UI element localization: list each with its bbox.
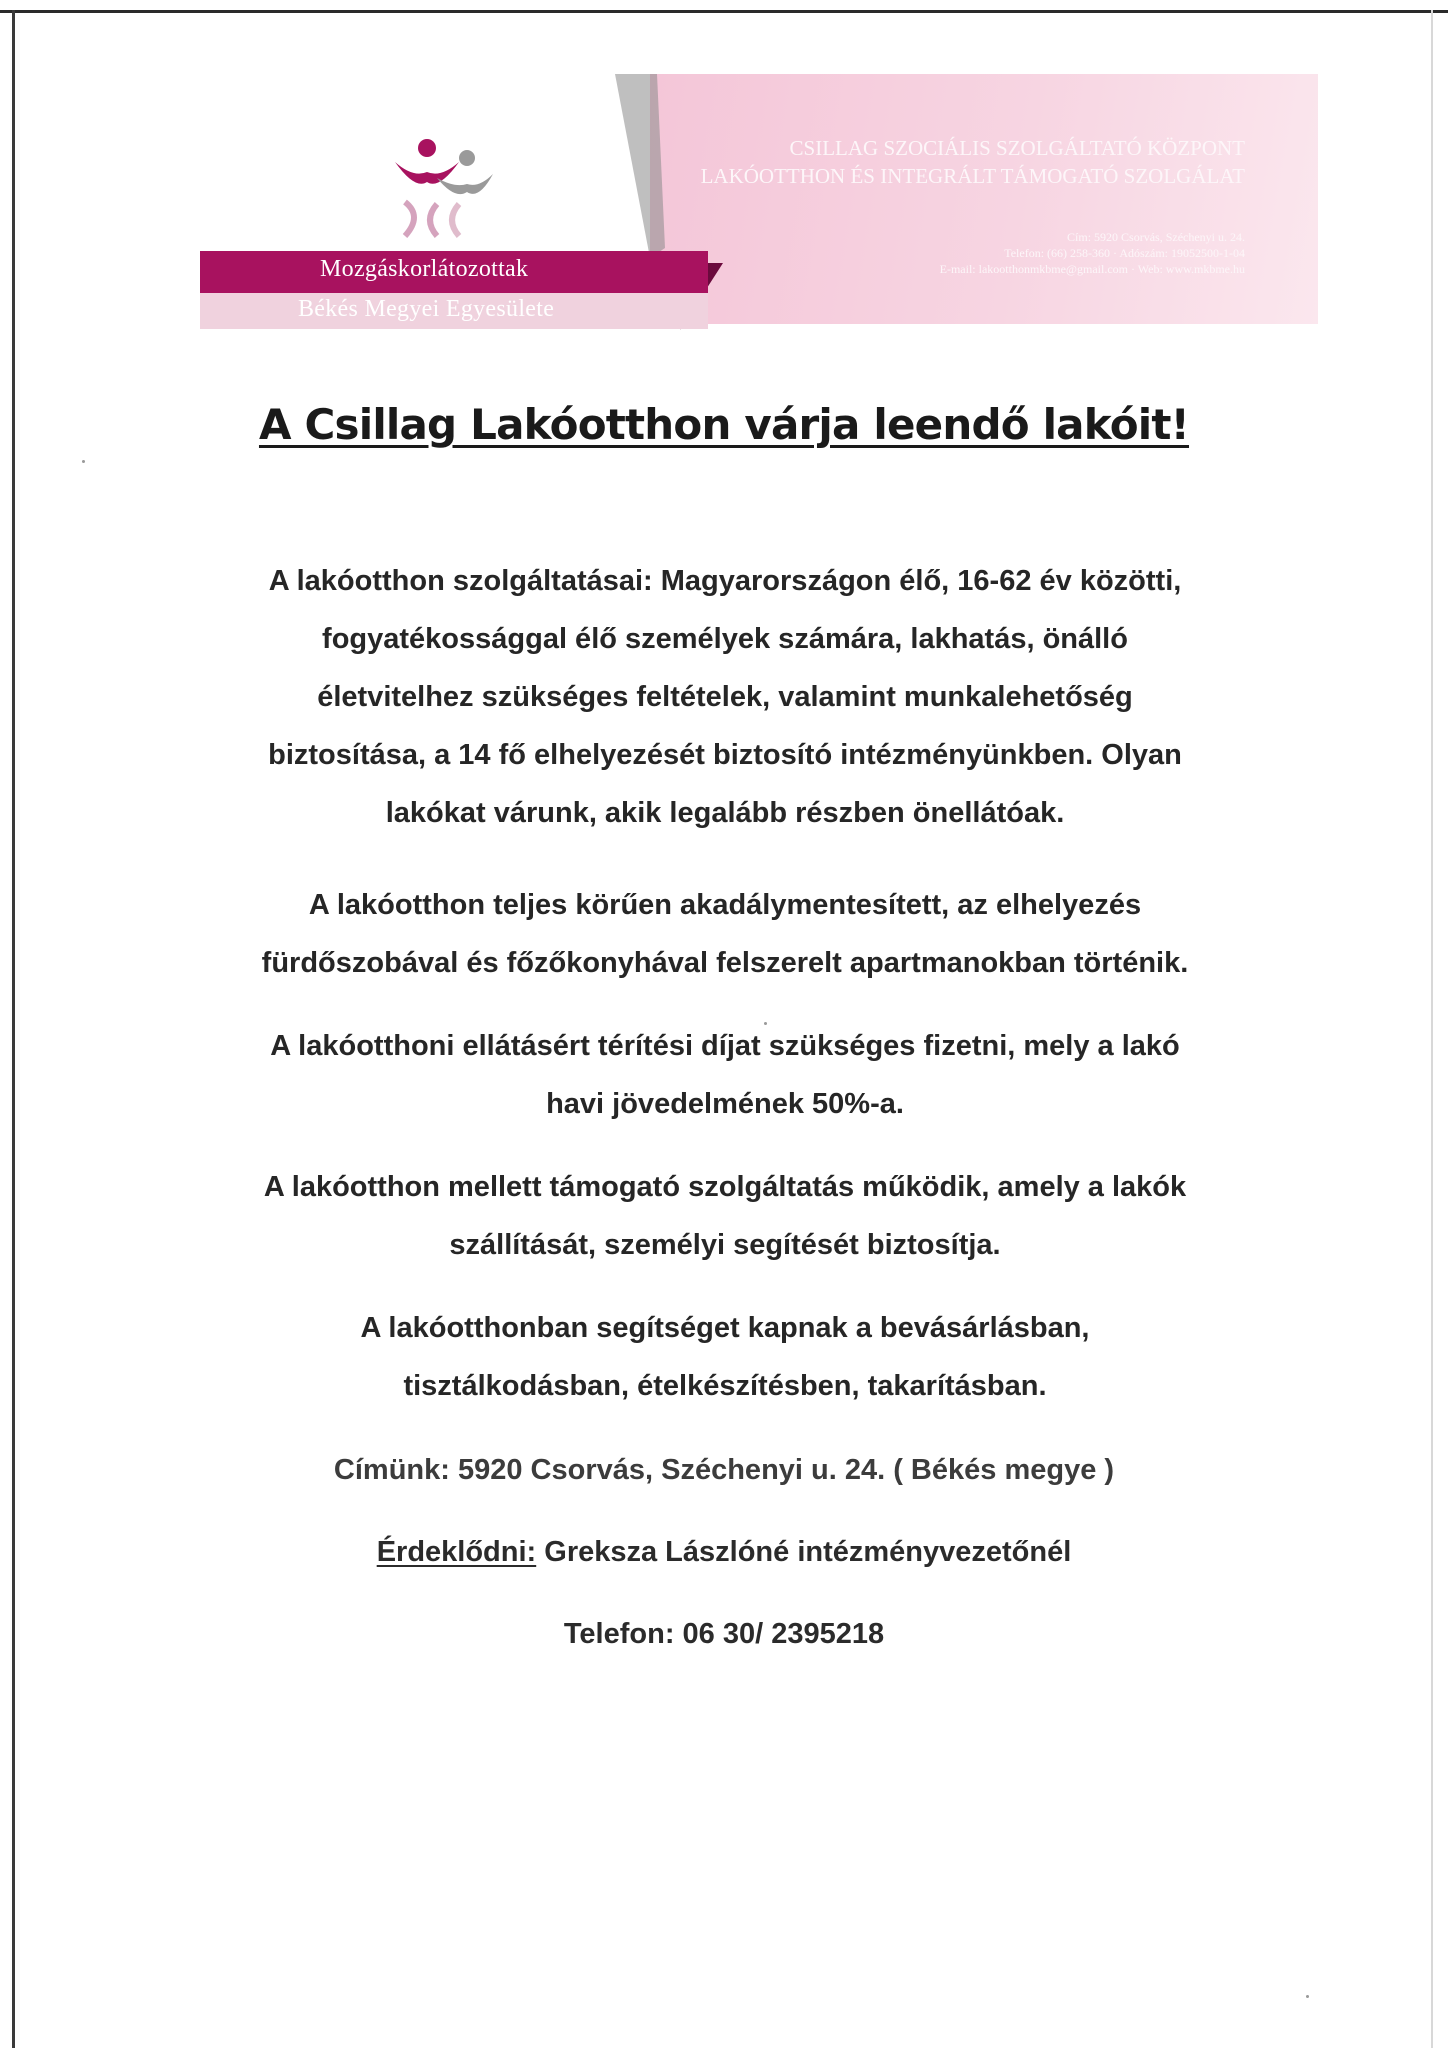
people-figures-logo-icon <box>375 120 505 250</box>
services-paragraph <box>180 552 1270 842</box>
paragraph-line: szállítását, személyi segítését biztosítja. <box>449 1229 1001 1261</box>
letterhead <box>195 68 1315 330</box>
fee-paragraph <box>180 1017 1270 1133</box>
paragraph-line: tisztálkodásban, ételkészítésben, takarításban. <box>403 1370 1047 1402</box>
paragraph-line: havi jövedelmének 50%-a. <box>546 1088 904 1120</box>
scan-speck <box>1306 1995 1309 1998</box>
scan-left-edge <box>12 10 15 2048</box>
address-line: Címünk: 5920 Csorvás, Széchenyi u. 24. ( Békés megye ) <box>333 1454 1115 1486</box>
scan-speck <box>764 1022 767 1025</box>
letterhead-phone: Telefon: (66) 258-360 · Adószám: 19052500-1-04 <box>1004 246 1245 260</box>
paragraph-line: fürdőszobával és főzőkonyhával felszerelt apartmanokban történik. <box>261 947 1189 979</box>
paragraph-line: A lakóotthon szolgáltatásai: Magyarországon élő, 16-62 év közötti, <box>268 565 1182 597</box>
paragraph-line: fogyatékossággal élő személyek számára, lakhatás, önálló <box>322 623 1128 655</box>
page-title: A Csillag Lakóotthon várja leendő lakóit! <box>258 400 1190 449</box>
scan-right-edge <box>1431 10 1433 2048</box>
org-subname: Békés Megyei Egyesülete <box>298 296 555 322</box>
institution-subname: LAKÓOTTHON ÉS INTEGRÁLT TÁMOGATÓ SZOLGÁLAT <box>700 164 1245 188</box>
paragraph-line: életvitelhez szükséges feltételek, valamint munkalehetőség <box>317 681 1133 713</box>
paragraph-line: A lakóotthoni ellátásért térítési díjat szükséges fizetni, mely a lakó <box>270 1030 1180 1062</box>
scan-top-edge <box>0 10 1448 13</box>
letterhead-address: Cím: 5920 Csorvás, Széchenyi u. 24. <box>1067 230 1245 244</box>
phone-line: Telefon: 06 30/ 2395218 <box>563 1618 885 1650</box>
contact-person: Greksza Lászlóné intézményvezetőnél <box>536 1536 1072 1568</box>
scan-speck <box>82 460 85 463</box>
accessibility-paragraph <box>180 876 1270 992</box>
paragraph-line: A lakóotthon teljes körűen akadálymentesített, az elhelyezés <box>308 889 1142 921</box>
org-name: Mozgáskorlátozottak <box>320 256 529 282</box>
institution-name: CSILLAG SZOCIÁLIS SZOLGÁLTATÓ KÖZPONT <box>789 136 1245 160</box>
paragraph-line: biztosítása, a 14 fő elhelyezését biztosító intézményünkben. Olyan <box>268 739 1182 771</box>
paragraph-line: A lakóotthonban segítséget kapnak a bevásárlásban, <box>360 1312 1090 1344</box>
contact-label: Érdeklődni: <box>376 1536 537 1568</box>
support-service-paragraph <box>180 1158 1270 1274</box>
paragraph-line: lakókat várunk, akik legalább részben önellátóak. <box>385 797 1065 829</box>
contact-line <box>0 1536 1448 1569</box>
paragraph-line: A lakóotthon mellett támogató szolgáltatás működik, amely a lakók <box>263 1171 1187 1203</box>
letterhead-email-web: E-mail: lakootthonmkbme@gmail.com · Web: www.mkbme.hu <box>939 262 1245 276</box>
help-paragraph <box>180 1299 1270 1415</box>
